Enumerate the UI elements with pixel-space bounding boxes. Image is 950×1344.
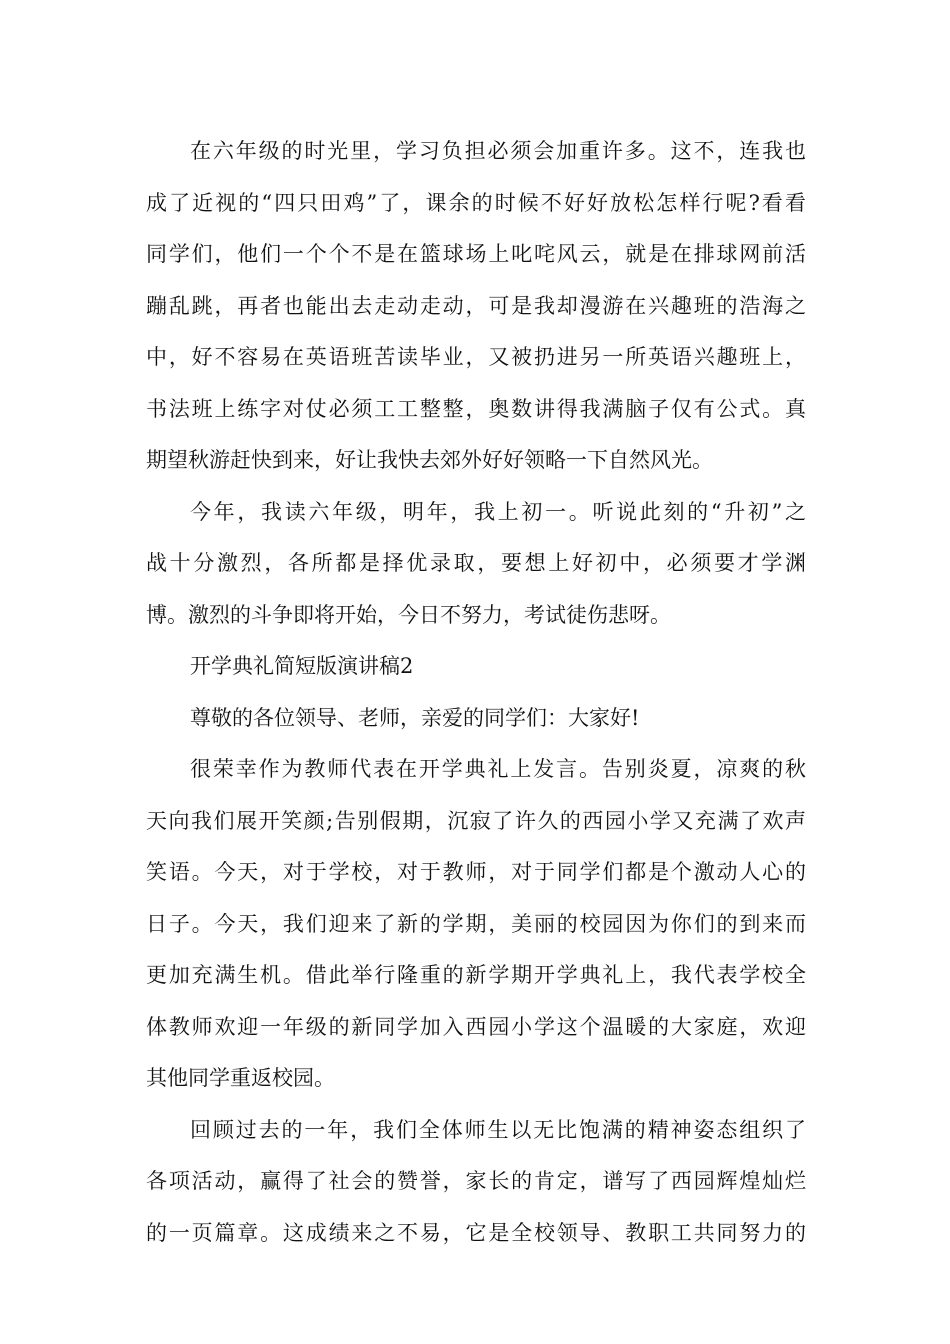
text-line: 各项活动，赢得了社会的赞誉，家长的肯定，谱写了西园辉煌灿烂 (146, 1169, 806, 1193)
text-line: 其他同学重返校园。 (146, 1066, 335, 1090)
text-line: 的一页篇章。这成绩来之不易，它是全校领导、教职工共同努力的 (146, 1220, 806, 1245)
text-line: 回顾过去的一年，我们全体师生以无比饱满的精神姿态组织了 (190, 1117, 806, 1142)
document-page (146, 126, 806, 1259)
salutation-text: 尊敬的各位领导、老师，亲爱的同学们：大家好! (190, 705, 640, 730)
paragraph-opening-speech (146, 744, 806, 1105)
text-line: 中，好不容易在英语班苦读毕业，又被扔进另一所英语兴趣班上， (146, 345, 806, 369)
text-line: 体教师欢迎一年级的新同学加入西园小学这个温暖的大家庭，欢迎 (146, 1014, 806, 1039)
paragraph-autumn-trip (146, 126, 806, 487)
section-title (146, 641, 806, 693)
text-line: 成了近视的“四只田鸡”了，课余的时候不好好放松怎样行呢?看看 (146, 190, 806, 215)
salutation (146, 693, 806, 745)
text-line: 期望秋游赶快到来，好让我快去郊外好好领略一下自然风光。 (146, 448, 713, 472)
text-line: 很荣幸作为教师代表在开学典礼上发言。告别炎夏，凉爽的秋 (190, 757, 806, 781)
text-line: 笑语。今天，对于学校，对于教师，对于同学们都是个激动人心的 (146, 860, 806, 884)
text-line: 日子。今天，我们迎来了新的学期，美丽的校园因为你们的到来而 (146, 911, 806, 936)
text-line: 更加充满生机。借此举行隆重的新学期开学典礼上，我代表学校全 (146, 963, 806, 987)
text-line: 书法班上练字对仗必须工工整整，奥数讲得我满脑子仅有公式。真 (146, 396, 806, 421)
text-line: 战十分激烈，各所都是择优录取，要想上好初中，必须要才学渊 (146, 551, 806, 575)
text-line: 今年，我读六年级，明年，我上初一。听说此刻的“升初”之 (190, 499, 806, 524)
text-line: 蹦乱跳，再者也能出去走动走动，可是我却漫游在兴趣班的浩海之 (146, 293, 806, 318)
paragraph-sixth-grade (146, 487, 806, 642)
text-line: 在六年级的时光里，学习负担必须会加重许多。这不，连我也 (190, 139, 806, 163)
section-title-text: 开学典礼简短版演讲稿2 (190, 654, 414, 678)
text-line: 博。激烈的斗争即将开始，今日不努力，考试徒伤悲呀。 (146, 602, 671, 627)
paragraph-review (146, 1105, 806, 1260)
text-line: 天向我们展开笑颜;告别假期，沉寂了许久的西园小学又充满了欢声 (146, 808, 806, 833)
text-line: 同学们，他们一个个不是在篮球场上叱咤风云，就是在排球网前活 (146, 242, 806, 266)
